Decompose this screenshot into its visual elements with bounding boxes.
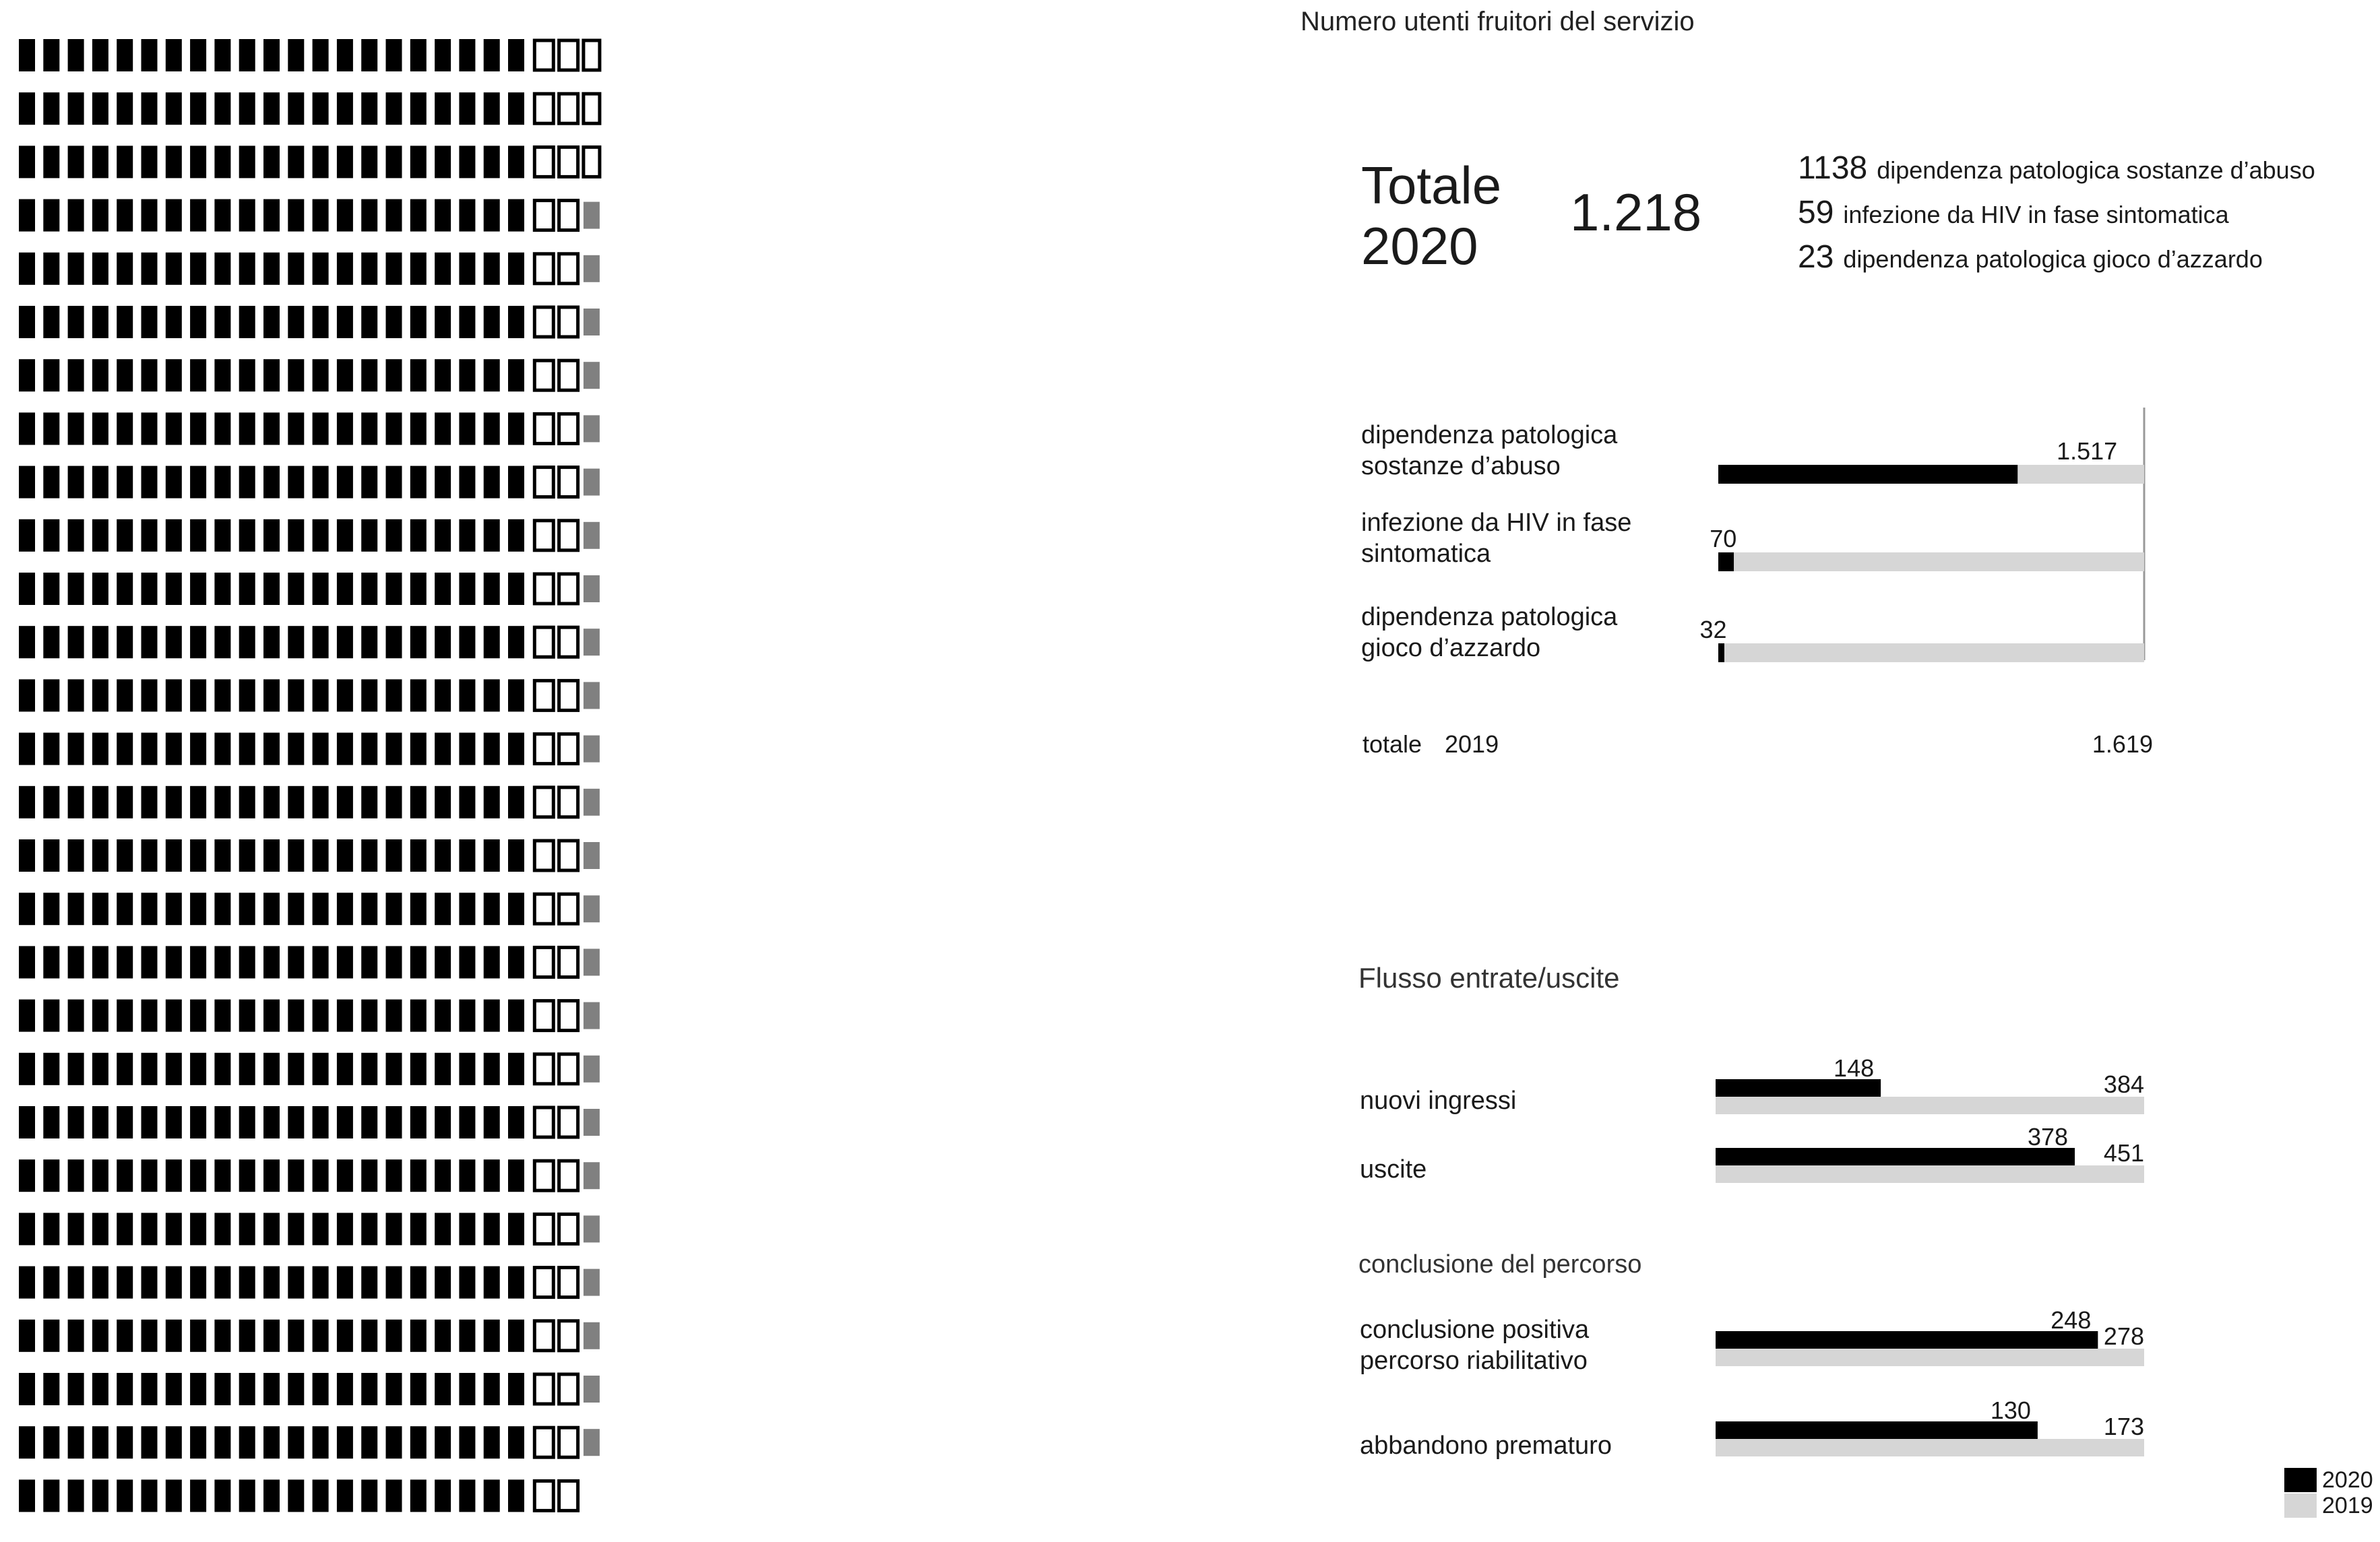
legend-item-2020 [2284, 1467, 2373, 1493]
category-label: infezione da HIV in fase [1361, 509, 1632, 537]
breakdown-label: infezione da HIV in fase sintomatica [1843, 201, 2229, 228]
value-label-2020: 378 [2027, 1123, 2069, 1151]
category-label: nuovi ingressi [1360, 1087, 1517, 1115]
category-label: sintomatica [1361, 540, 1491, 568]
category-label: uscite [1360, 1155, 1427, 1184]
value-label-2020: 130 [1990, 1396, 2031, 1424]
legend-item-2019 [2284, 1493, 2373, 1518]
bar-background [1718, 552, 2144, 571]
bar-2020 [1716, 1331, 2098, 1349]
total-2019-year: 2019 [1445, 730, 1499, 758]
category-label: dipendenza patologica [1361, 421, 1618, 449]
total-value: 1.218 [1570, 183, 1702, 242]
bar-2020 [1718, 643, 1724, 662]
value-label-2019: 32 [1699, 616, 1727, 643]
flow-section-title: Flusso entrate/uscite [1358, 962, 1620, 994]
total-label: Totale 2020 [1361, 156, 1502, 276]
value-label-2019: 451 [2103, 1139, 2144, 1167]
breakdown-label: dipendenza patologica sostanze d’abuso [1877, 156, 2315, 184]
value-label-2019: 278 [2103, 1322, 2144, 1350]
bar-2019 [1716, 1349, 2144, 1366]
category-label: gioco d’azzardo [1361, 634, 1541, 662]
bar-2020 [1716, 1148, 2075, 1165]
legend-label: 2020 [2322, 1467, 2373, 1493]
legend-swatch-2020 [2284, 1468, 2317, 1492]
breakdown-number: 23 [1798, 239, 1834, 275]
value-label-2019: 70 [1710, 525, 1737, 552]
legend-label: 2019 [2322, 1492, 2373, 1518]
completion-section-title: conclusione del percorso [1358, 1250, 1642, 1279]
bar-background [1718, 643, 2144, 662]
bar-2019 [1716, 1165, 2144, 1183]
breakdown-number: 59 [1798, 195, 1834, 230]
bar-2020 [1716, 1421, 2038, 1439]
category-label: sostanze d’abuso [1361, 452, 1561, 480]
value-label-2019: 1.517 [2057, 437, 2118, 465]
category-label: abbandono prematuro [1360, 1432, 1612, 1460]
total-2019-value: 1.619 [2092, 730, 2153, 758]
value-label-2020: 248 [2050, 1306, 2092, 1334]
total-2019-label: totale [1363, 730, 1422, 758]
legend-swatch-2019 [2284, 1493, 2317, 1518]
category-label: dipendenza patologica [1361, 603, 1618, 631]
value-label-2019: 173 [2103, 1413, 2144, 1440]
value-label-2020: 148 [1834, 1054, 1875, 1082]
bar-2020 [1718, 552, 1734, 571]
breakdown-label: dipendenza patologica gioco d’azzardo [1843, 245, 2263, 273]
page-title: Numero utenti fruitori del servizio [1301, 7, 1695, 36]
bar-2019 [1716, 1439, 2144, 1456]
legend [2284, 1467, 2373, 1518]
breakdown-number: 1138 [1798, 150, 1868, 186]
category-label: percorso riabilitativo [1360, 1347, 1588, 1375]
category-label: conclusione positiva [1360, 1316, 1590, 1344]
value-label-2019: 384 [2103, 1070, 2144, 1098]
bar-2019 [1716, 1097, 2144, 1114]
bar-2020 [1718, 465, 2017, 484]
